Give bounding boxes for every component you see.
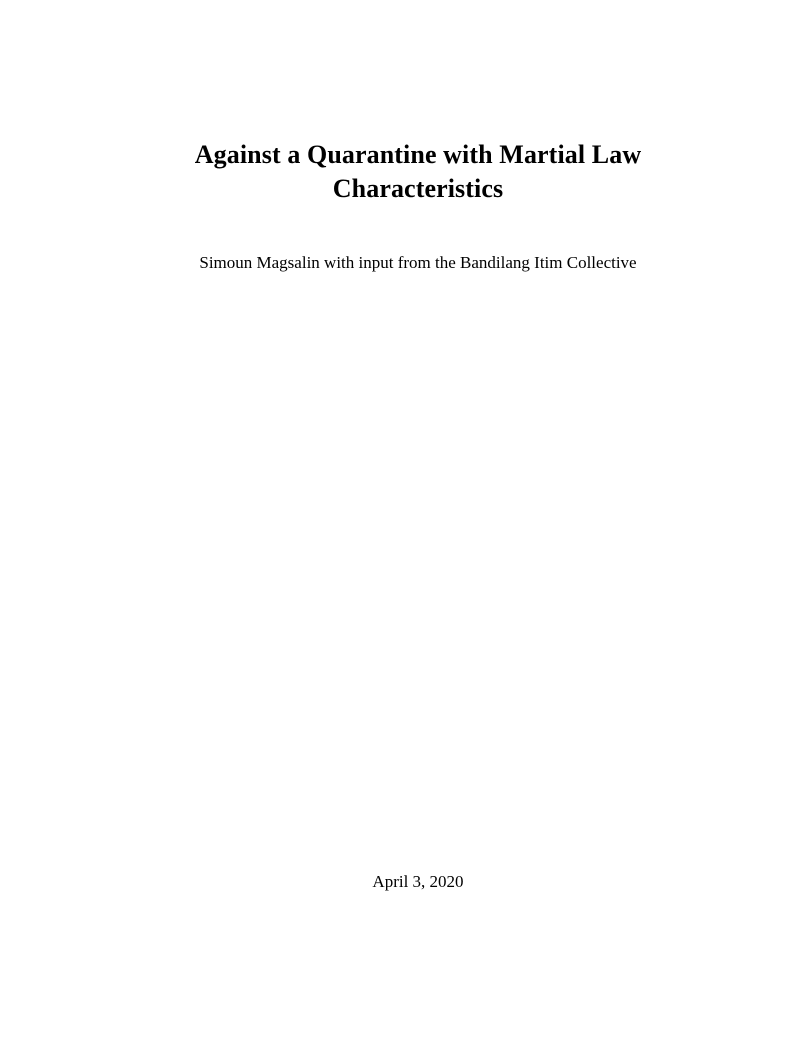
document-author: Simoun Magsalin with input from the Bandilang Itim Collective [199, 253, 637, 272]
title-block [0, 138, 799, 206]
document-date: April 3, 2020 [372, 872, 464, 891]
title-line-2: Characteristics [332, 174, 504, 203]
document-title [0, 138, 799, 206]
title-line-1: Against a Quarantine with Martial Law [194, 140, 642, 169]
